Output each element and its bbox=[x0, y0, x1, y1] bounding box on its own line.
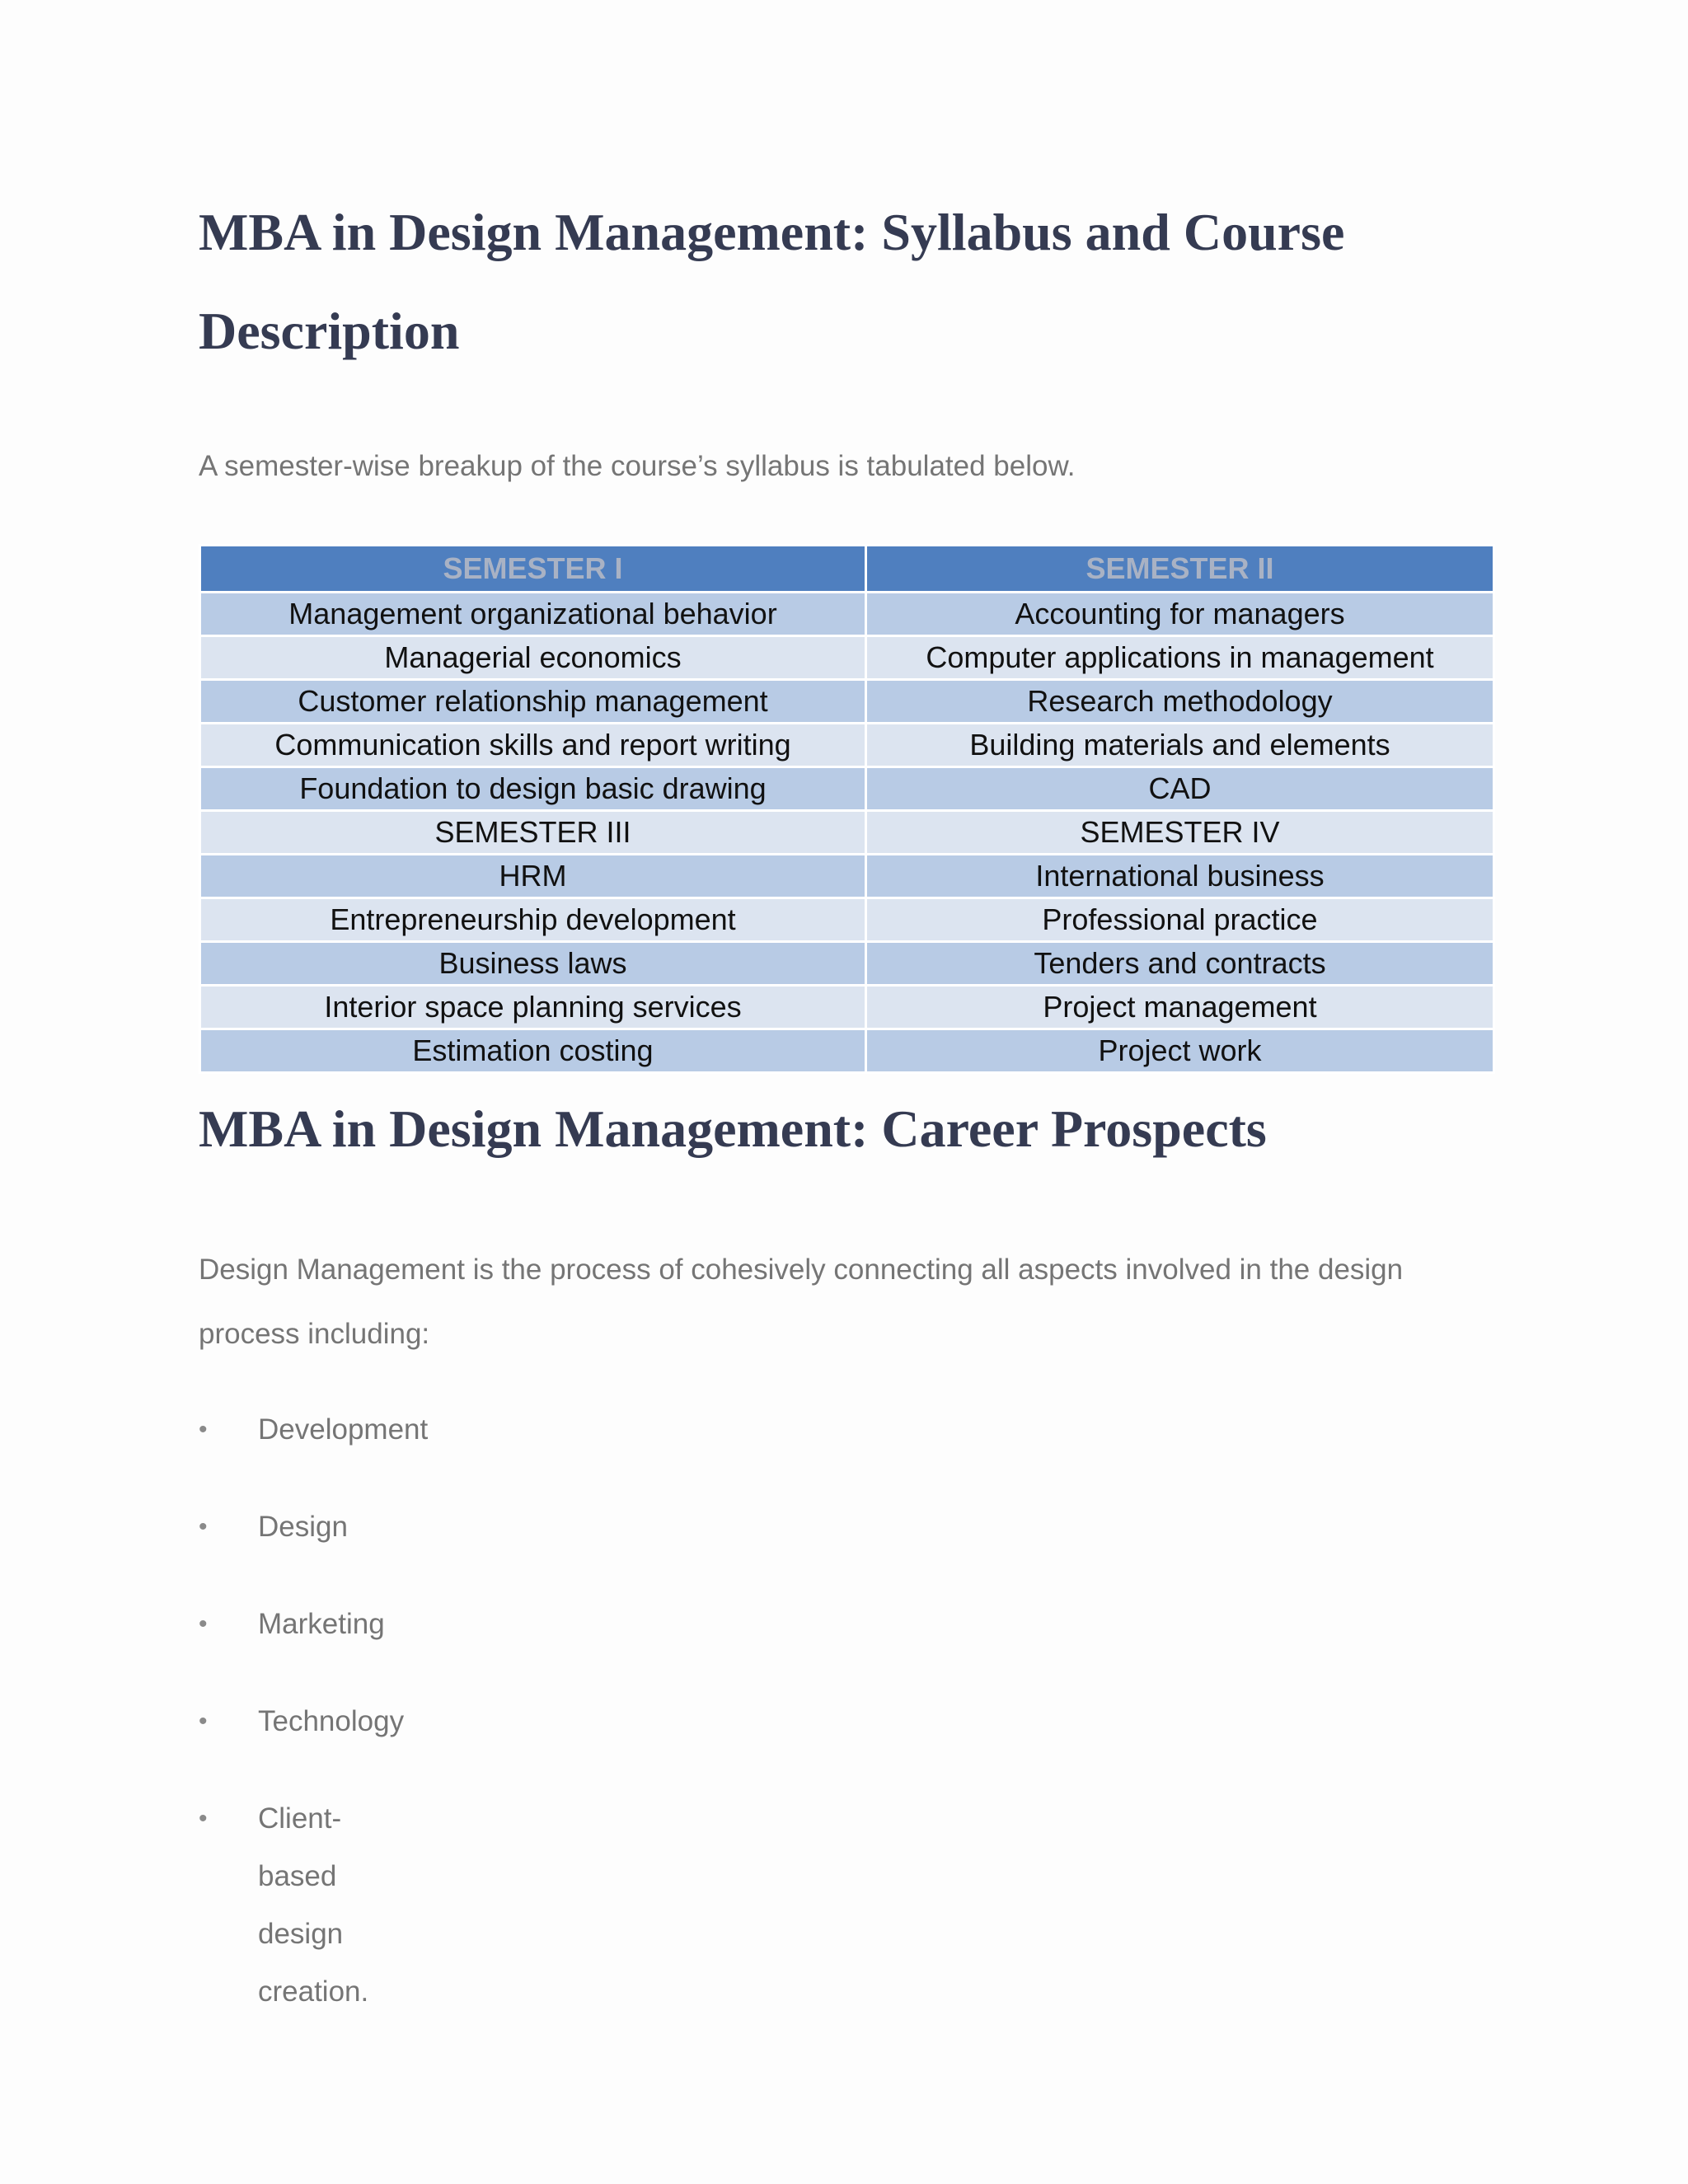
intro-text: A semester-wise breakup of the course’s syllabus is tabulated below. bbox=[199, 450, 1076, 482]
table-cell: International business bbox=[866, 855, 1494, 898]
table-row bbox=[200, 1029, 1494, 1073]
table-cell: Estimation costing bbox=[200, 1029, 866, 1073]
bullet-icon: • bbox=[199, 1610, 208, 1638]
table-row bbox=[200, 593, 1494, 636]
table-cell: Research methodology bbox=[866, 680, 1494, 724]
table-cell: SEMESTER IV bbox=[866, 811, 1494, 855]
bullet-icon: • bbox=[199, 1708, 208, 1735]
table-header-cell: SEMESTER II bbox=[866, 546, 1494, 593]
table-row bbox=[200, 767, 1494, 811]
table-cell: Interior space planning services bbox=[200, 986, 866, 1029]
table-cell: Customer relationship management bbox=[200, 680, 866, 724]
table-row bbox=[200, 680, 1494, 724]
table-cell: Tenders and contracts bbox=[866, 942, 1494, 986]
table-row bbox=[200, 986, 1494, 1029]
table-row bbox=[200, 942, 1494, 986]
list-item-text: Design bbox=[258, 1511, 348, 1543]
table-row bbox=[200, 811, 1494, 855]
table-header-cell: SEMESTER I bbox=[200, 546, 866, 593]
table-row bbox=[200, 724, 1494, 767]
career-paragraph: Design Management is the process of cohesively connecting all aspects involved in the design process including: bbox=[199, 1254, 1404, 1350]
table-cell: Project management bbox=[866, 986, 1494, 1029]
table-cell: CAD bbox=[866, 767, 1494, 811]
table-cell: Accounting for managers bbox=[866, 593, 1494, 636]
bullet-icon: • bbox=[199, 1805, 208, 1832]
table-cell: Computer applications in management bbox=[866, 636, 1494, 680]
table-cell: Business laws bbox=[200, 942, 866, 986]
bullet-icon: • bbox=[199, 1416, 208, 1443]
bullet-icon: • bbox=[199, 1513, 208, 1540]
syllabus-table bbox=[199, 544, 1495, 1074]
table-row bbox=[200, 898, 1494, 942]
table-cell: Building materials and elements bbox=[866, 724, 1494, 767]
table-cell: Professional practice bbox=[866, 898, 1494, 942]
list-item-text: Client-based design creation. bbox=[258, 1802, 369, 2008]
list-item-text: Development bbox=[258, 1413, 429, 1446]
table-cell: Management organizational behavior bbox=[200, 593, 866, 636]
section-heading-career: MBA in Design Management: Career Prospects bbox=[199, 1099, 1267, 1158]
table-header-row bbox=[200, 546, 1494, 593]
table-cell: Communication skills and report writing bbox=[200, 724, 866, 767]
table-row bbox=[200, 855, 1494, 898]
table-cell: Managerial economics bbox=[200, 636, 866, 680]
list-item-text: Technology bbox=[258, 1705, 405, 1737]
table-cell: HRM bbox=[200, 855, 866, 898]
table-row bbox=[200, 636, 1494, 680]
table-cell: Project work bbox=[866, 1029, 1494, 1073]
table-cell: Entrepreneurship development bbox=[200, 898, 866, 942]
table-cell: SEMESTER III bbox=[200, 811, 866, 855]
page-title: MBA in Design Management: Syllabus and Course Description bbox=[199, 203, 1345, 360]
table-cell: Foundation to design basic drawing bbox=[200, 767, 866, 811]
list-item-text: Marketing bbox=[258, 1608, 385, 1640]
